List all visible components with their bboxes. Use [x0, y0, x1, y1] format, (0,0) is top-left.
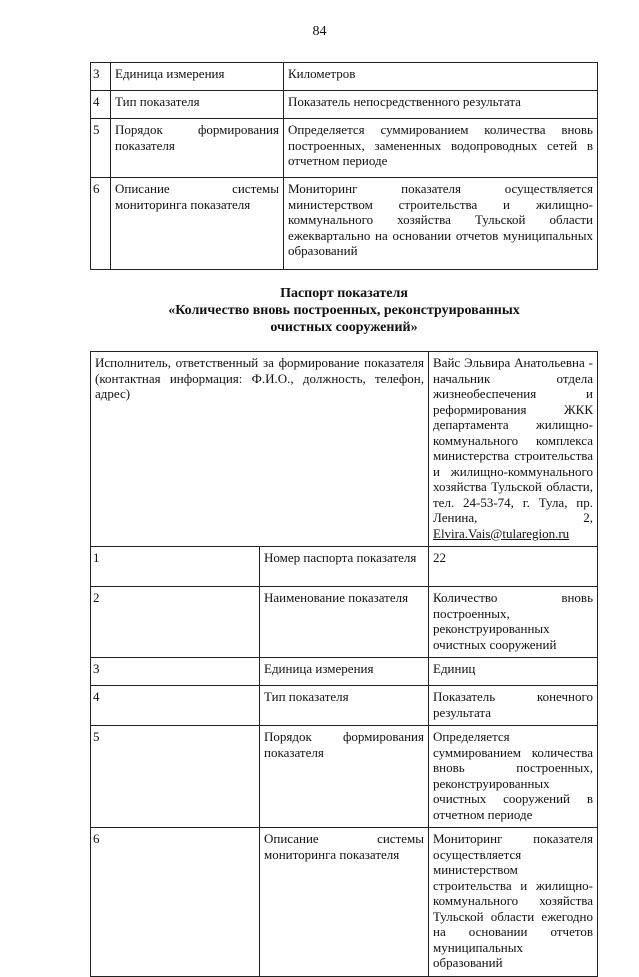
- page-number: 84: [312, 24, 327, 39]
- row-label: Порядок формирования показателя: [260, 726, 429, 828]
- row-label: Наименование показателя: [260, 587, 429, 658]
- row-label: Тип показателя: [111, 91, 284, 119]
- row-label: Порядок формирования показателя: [111, 119, 284, 178]
- table-row: [91, 178, 598, 270]
- row-value: Показатель непосредственного результата: [284, 91, 598, 119]
- executor-label: Исполнитель, ответственный за формирование показателя (контактная информация: Ф.И.О., должность, телефон, адрес): [91, 352, 429, 547]
- indicator-table-continued: [90, 62, 598, 270]
- row-label: Номер паспорта показателя: [260, 547, 429, 587]
- row-number: 4: [91, 686, 260, 726]
- executor-value: [429, 352, 598, 547]
- row-number: 5: [91, 726, 260, 828]
- row-number: 4: [91, 91, 111, 119]
- table-row: [91, 658, 598, 686]
- executor-details: Вайс Эльвира Анатольевна - начальник отдела жизнеобеспечения и реформирования ЖКК департамента жилищно-коммунального комплекса министерства строительства и жилищно-коммунального хозяйства Тульской области, тел. 24-53-74, г. Тула, пр. Ленина, 2,: [433, 355, 593, 525]
- row-number: 3: [91, 63, 111, 91]
- table-row: [91, 686, 598, 726]
- passport-heading: [90, 285, 598, 336]
- row-label: Единица измерения: [260, 658, 429, 686]
- row-number: 6: [91, 178, 111, 270]
- row-label: Единица измерения: [111, 63, 284, 91]
- heading-line: «Количество вновь построенных, реконструированных: [168, 303, 520, 318]
- executor-email[interactable]: Elvira.Vais@tularegion.ru: [433, 525, 570, 541]
- row-label: Описание системы мониторинга показателя: [260, 828, 429, 977]
- row-value: Количество вновь построенных, реконструированных очистных сооружений: [429, 587, 598, 658]
- row-value: Мониторинг показателя осуществляется министерством строительства и жилищно-коммунального хозяйства Тульской области ежегодно на основании отчетов муниципальных образований: [429, 828, 598, 977]
- indicator-passport-table: [90, 351, 598, 977]
- table-row: [91, 63, 598, 91]
- executor-row: [91, 352, 598, 547]
- row-value: Показатель конечного результата: [429, 686, 598, 726]
- row-value: Единиц: [429, 658, 598, 686]
- row-number: 5: [91, 119, 111, 178]
- row-number: 2: [91, 587, 260, 658]
- table-row: [91, 547, 598, 587]
- row-number: 6: [91, 828, 260, 977]
- row-value: Определяется суммированием количества вновь построенных, замененных водопроводных сетей в отчетном периоде: [284, 119, 598, 178]
- row-label: Описание системы мониторинга показателя: [111, 178, 284, 270]
- row-number: 1: [91, 547, 260, 587]
- table-row: [91, 726, 598, 828]
- row-value: 22: [429, 547, 598, 587]
- row-value: Определяется суммированием количества вновь построенных, реконструированных очистных сооружений в отчетном периоде: [429, 726, 598, 828]
- table-row: [91, 119, 598, 178]
- table-row: [91, 91, 598, 119]
- row-value: Километров: [284, 63, 598, 91]
- heading-line: очистных сооружений»: [270, 320, 418, 335]
- row-number: 3: [91, 658, 260, 686]
- table-row: [91, 587, 598, 658]
- row-label: Тип показателя: [260, 686, 429, 726]
- heading-line: Паспорт показателя: [280, 286, 408, 301]
- table-row: [91, 828, 598, 977]
- row-value: Мониторинг показателя осуществляется министерством строительства и жилищно-коммунального хозяйства Тульской области ежеквартально на основании отчетов муниципальных образований: [284, 178, 598, 270]
